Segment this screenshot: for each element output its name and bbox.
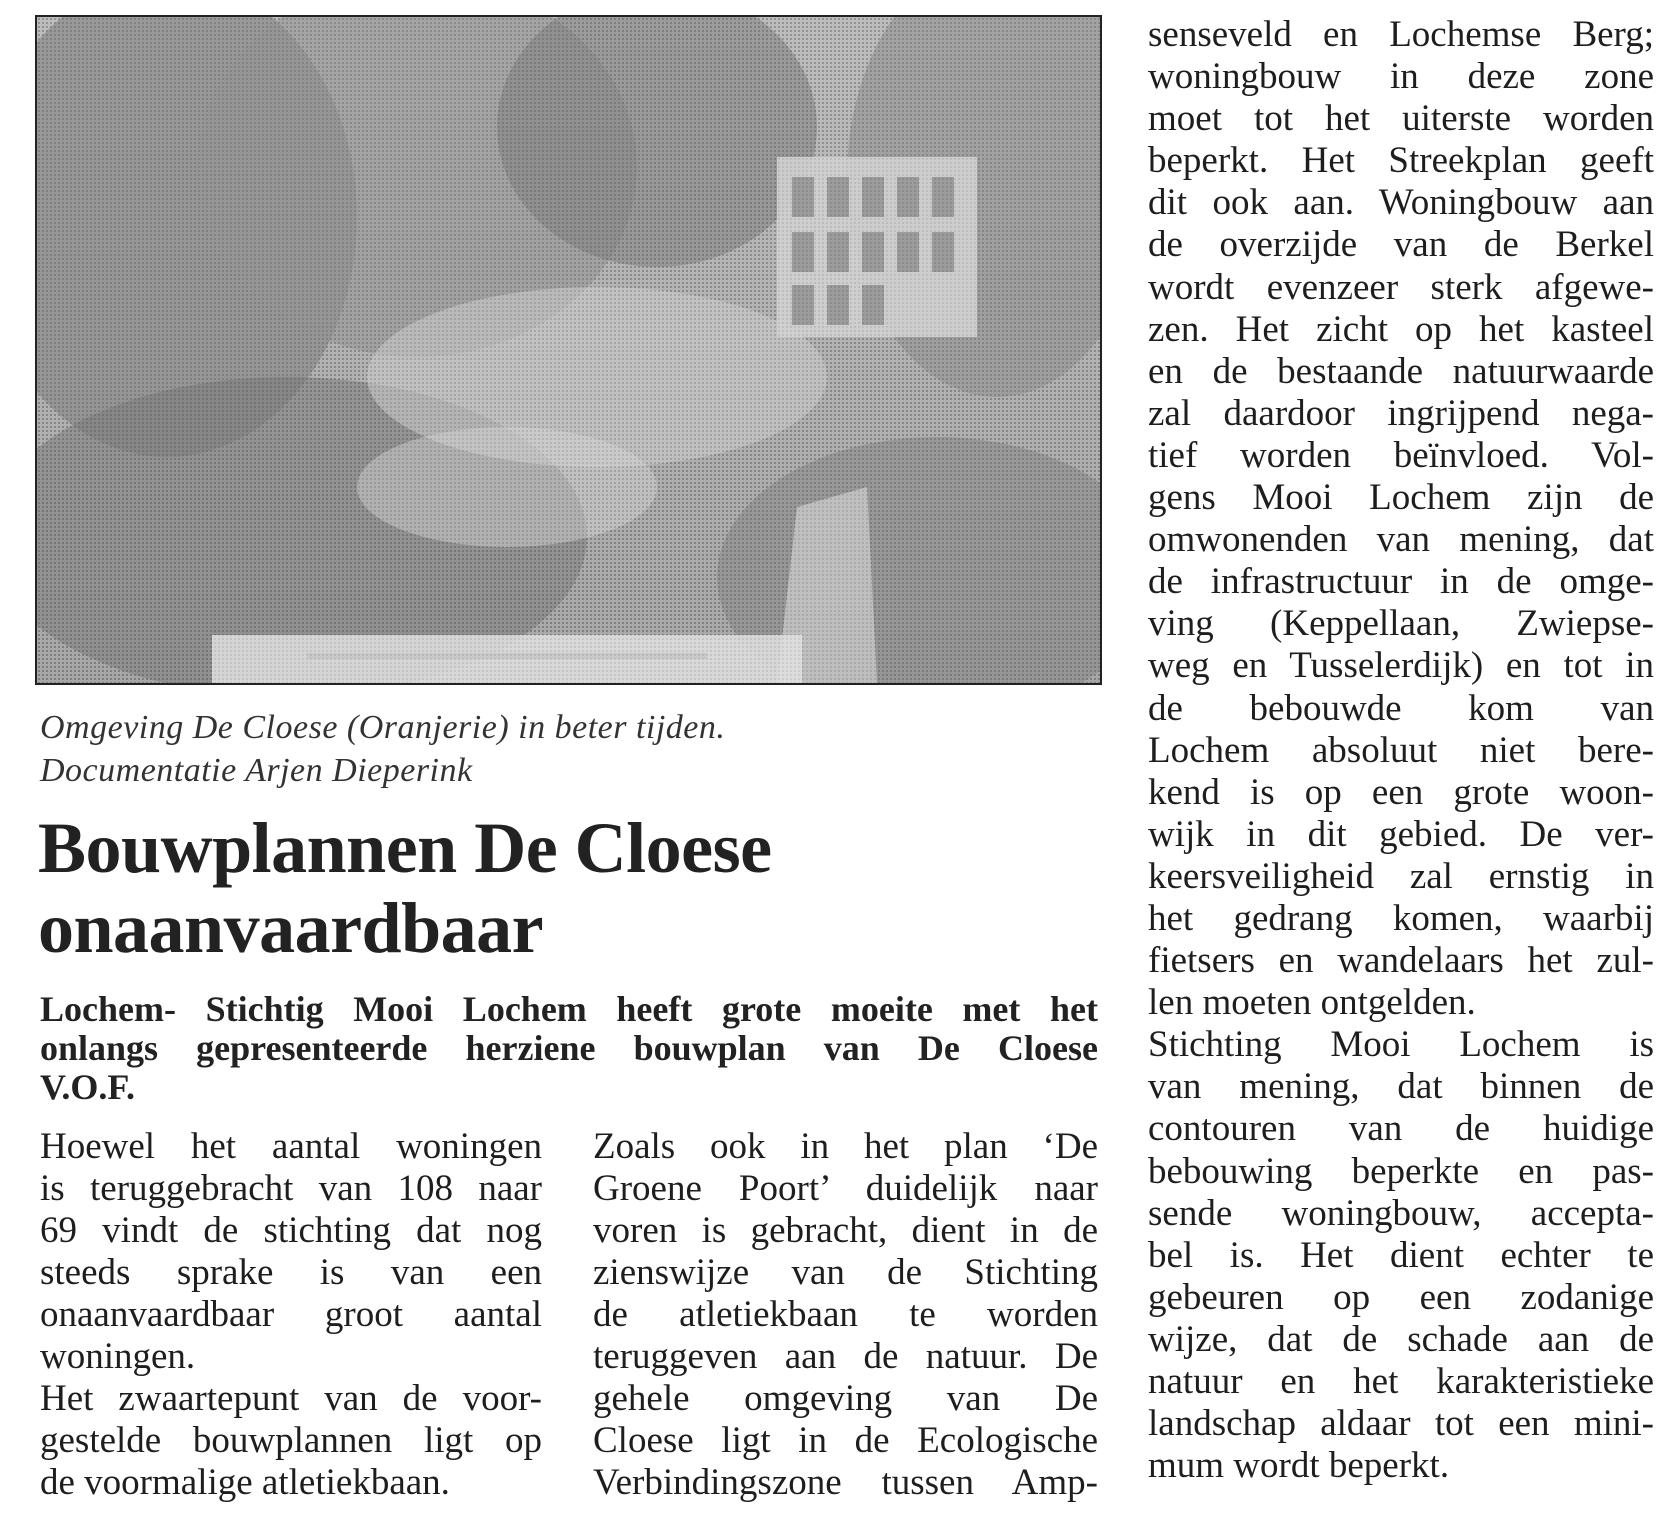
body-text-line: 69 vindt de stichting dat nog xyxy=(40,1210,542,1251)
body-text-line: fietsers en wandelaars het zul- xyxy=(1148,940,1654,982)
body-text-line: Verbindingszone tussen Amp- xyxy=(593,1462,1098,1503)
body-text-line: omwonenden van mening, dat xyxy=(1148,519,1654,561)
body-text-line: de infrastructuur in de omge- xyxy=(1148,561,1654,603)
body-text-line: beperkt. Het Streekplan geeft xyxy=(1148,140,1654,182)
body-text-line: en de bestaande natuurwaarde xyxy=(1148,350,1654,392)
article-lead xyxy=(40,990,1098,1107)
body-text-line: wijze, dat de schade aan de xyxy=(1148,1318,1654,1360)
body-text-line: senseveld en Lochemse Berg; xyxy=(1148,14,1654,55)
body-text-line: len moeten ontgelden. xyxy=(1148,982,1476,1024)
body-text-line: kend is op een grote woon- xyxy=(1148,771,1654,813)
body-text-line: onaanvaardbaar groot aantal xyxy=(40,1294,542,1335)
body-text-line: tief worden beïnvloed. Vol- xyxy=(1148,434,1654,476)
body-text-line: gehele omgeving van De xyxy=(593,1378,1098,1419)
body-text-line: dit ook aan. Woningbouw aan xyxy=(1148,182,1654,224)
headline-line-2: onaanvaardbaar xyxy=(38,888,544,968)
body-text-line: moet tot het uiterste worden xyxy=(1148,98,1654,140)
body-text-line: de overzijde van de Berkel xyxy=(1148,224,1654,266)
body-text-line: wijk in dit gebied. De ver- xyxy=(1148,813,1654,855)
body-text-line: bel is. Het dient echter te xyxy=(1148,1234,1654,1276)
body-text-line: Hoewel het aantal woningen xyxy=(40,1126,542,1167)
body-text-line: bebouwing beperkte en pas- xyxy=(1148,1150,1654,1192)
body-text-line: gens Mooi Lochem zijn de xyxy=(1148,477,1654,519)
body-text-line: van mening, dat binnen de xyxy=(1148,1066,1654,1108)
lead-line-1: Lochem- Stichtig Mooi Lochem heeft grote moeite met het xyxy=(40,989,1098,1029)
body-text-line: sende woningbouw, accepta- xyxy=(1148,1192,1654,1234)
body-text-line: wordt evenzeer sterk afgewe- xyxy=(1148,266,1654,308)
lead-line-3: V.O.F. xyxy=(40,1067,136,1107)
body-text-line: keersveiligheid zal ernstig in xyxy=(1148,855,1654,897)
body-text-line: weg en Tusselerdijk) en tot in xyxy=(1148,645,1654,687)
body-text-line: gebeuren op een zodanige xyxy=(1148,1276,1654,1318)
body-text-line: natuur en het karakteristieke xyxy=(1148,1361,1654,1402)
body-column-2 xyxy=(593,1126,1098,1504)
body-text-line: voren is gebracht, dient in de xyxy=(593,1210,1098,1251)
body-text-line: Het zwaartepunt van de voor- xyxy=(40,1378,542,1419)
article-photo xyxy=(35,15,1102,685)
body-column-1 xyxy=(40,1126,542,1504)
body-text-line: Groene Poort’ duidelijk naar xyxy=(593,1168,1098,1209)
body-text-line: is teruggebracht van 108 naar xyxy=(40,1168,542,1209)
body-text-line: zen. Het zicht op het kasteel xyxy=(1148,308,1654,350)
photo-caption xyxy=(40,706,1100,792)
body-text-line: mum wordt beperkt. xyxy=(1148,1445,1450,1487)
body-text-line: steeds sprake is van een xyxy=(40,1252,542,1293)
body-column-3 xyxy=(1148,14,1654,1487)
body-text-line: ving (Keppellaan, Zwiepse- xyxy=(1148,603,1654,645)
caption-line-2: Documentatie Arjen Dieperink xyxy=(40,752,473,789)
castle-garden-photo-icon xyxy=(37,17,1100,683)
body-text-line: zienswijze van de Stichting xyxy=(593,1252,1098,1293)
body-text-line: gestelde bouwplannen ligt op xyxy=(40,1420,542,1461)
body-text-line: Stichting Mooi Lochem is xyxy=(1148,1024,1654,1066)
body-text-line: de bebouwde kom van xyxy=(1148,687,1654,729)
body-text-line: de atletiekbaan te worden xyxy=(593,1294,1098,1335)
lead-line-2: onlangs gepresenteerde herziene bouwplan van De Cloese xyxy=(40,1028,1098,1068)
body-text-line: teruggeven aan de natuur. De xyxy=(593,1336,1098,1377)
body-text-line: contouren van de huidige xyxy=(1148,1108,1654,1150)
body-text-line: Lochem absoluut niet bere- xyxy=(1148,729,1654,771)
body-text-line: landschap aldaar tot een mini- xyxy=(1148,1403,1654,1445)
body-text-line: woningbouw in deze zone xyxy=(1148,56,1654,98)
body-text-line: Cloese ligt in de Ecologische xyxy=(593,1420,1098,1461)
caption-line-1: Omgeving De Cloese (Oranjerie) in beter tijden. xyxy=(40,709,726,746)
body-text-line: woningen. xyxy=(40,1336,196,1377)
body-text-line: Zoals ook in het plan ‘De xyxy=(593,1126,1098,1167)
headline-line-1: Bouwplannen De Cloese xyxy=(38,808,772,888)
body-text-line: de voormalige atletiekbaan. xyxy=(40,1462,450,1503)
article-headline xyxy=(38,808,1108,968)
body-text-line: zal daardoor ingrijpend nega- xyxy=(1148,392,1654,434)
body-text-line: het gedrang komen, waarbij xyxy=(1148,897,1654,939)
